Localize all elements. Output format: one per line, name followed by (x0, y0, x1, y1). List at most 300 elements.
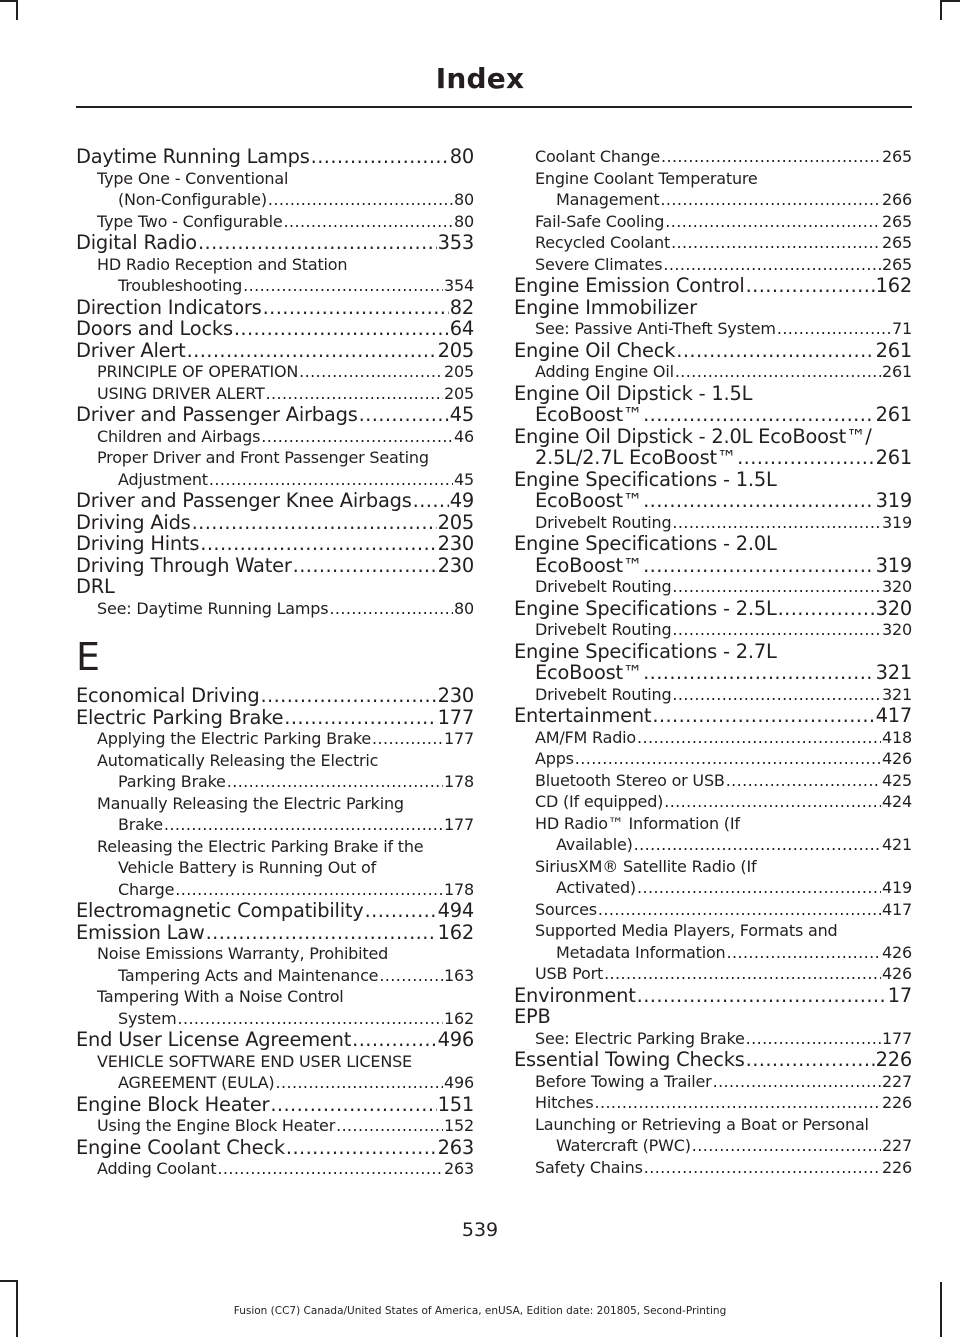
entry-page-number: 162 (444, 1008, 474, 1028)
entry-title: Driving Hints (76, 532, 200, 555)
entry-page-number: 265 (882, 147, 912, 166)
index-entry (514, 662, 912, 684)
entry-page-number: 205 (444, 362, 474, 381)
entry-title: Drivebelt Routing (535, 512, 672, 532)
dot-leader (652, 705, 874, 727)
dot-leader (200, 533, 436, 555)
index-entry (76, 340, 474, 362)
dot-leader (726, 942, 881, 964)
entry-title: VEHICLE SOFTWARE END USER LICENSE (97, 1051, 412, 1071)
index-subentry (97, 598, 474, 620)
index-entry (514, 469, 912, 491)
index-subentry (535, 727, 912, 749)
entry-title: Engine Block Heater (76, 1092, 270, 1116)
entry-title: Type Two - Configurable (97, 211, 283, 231)
entry-title: Manually Releasing the Electric Parking (97, 793, 404, 813)
entry-page-number: 177 (882, 1028, 912, 1048)
entry-page-number: 418 (882, 727, 912, 747)
dot-leader (643, 555, 874, 577)
index-entry (514, 340, 912, 362)
entry-title: PRINCIPLE OF OPERATION (97, 362, 299, 381)
index-entry (514, 383, 912, 405)
index-entry (76, 490, 474, 512)
entry-title: Engine Oil Dipstick - 2.0L EcoBoost™/ (514, 424, 872, 448)
entry-title: HD Radio™ Information (If (535, 813, 740, 833)
entry-page-number: 261 (875, 338, 912, 362)
entry-page-number: 177 (444, 815, 474, 834)
entry-title: Entertainment (514, 704, 652, 727)
entry-page-number: 426 (882, 749, 912, 768)
index-subentry (535, 684, 912, 706)
entry-page-number: 17 (887, 983, 912, 1007)
entry-page-number: 425 (882, 770, 912, 790)
dot-leader (746, 275, 875, 297)
entry-page-number: 419 (882, 878, 912, 897)
entry-page-number: 227 (882, 1136, 912, 1155)
index-entry (76, 707, 474, 729)
entry-title: Releasing the Electric Parking Brake if the (97, 836, 424, 856)
index-subentry (535, 963, 912, 985)
entry-title: SiriusXM® Satellite Radio (If (535, 856, 757, 876)
entry-page-number: 320 (875, 596, 912, 620)
dot-leader (413, 490, 449, 512)
index-entry (76, 685, 474, 707)
entry-page-number: 205 (444, 383, 474, 403)
dot-leader (260, 685, 436, 707)
index-subentry (97, 426, 474, 448)
entry-page-number: 261 (875, 446, 912, 469)
entry-title: Automatically Releasing the Electric (97, 750, 379, 770)
index-entry (76, 146, 474, 168)
index-subentry (97, 814, 474, 836)
dot-leader (660, 189, 881, 211)
entry-title: Vehicle Battery is Running Out of (118, 858, 377, 877)
dot-leader (177, 1008, 443, 1030)
index-entry (76, 533, 474, 555)
entry-title: Supported Media Players, Formats and (535, 921, 838, 940)
dot-leader (217, 1158, 443, 1180)
entry-page-number: 417 (875, 704, 912, 727)
entry-title: Applying the Electric Parking Brake (97, 729, 372, 748)
entry-page-number: 266 (882, 190, 912, 209)
index-subentry (535, 189, 912, 211)
dot-leader (266, 383, 443, 405)
entry-page-number: 319 (875, 489, 912, 512)
dot-leader (672, 619, 881, 641)
index-subentry (97, 211, 474, 233)
index-subentry (97, 1115, 474, 1137)
entry-title: Engine Coolant Check (76, 1135, 285, 1159)
index-entry (76, 1094, 474, 1116)
index-section-letter: E (76, 635, 101, 679)
entry-page-number: 205 (437, 510, 474, 534)
entry-page-number: 265 (882, 254, 912, 274)
entry-page-number: 496 (444, 1073, 474, 1092)
index-subentry (97, 728, 474, 750)
dot-leader (777, 318, 891, 340)
entry-title: USING DRIVER ALERT (97, 383, 265, 403)
entry-title: Bluetooth Stereo or USB (535, 770, 725, 790)
entry-title: Engine Specifications - 1.5L (514, 467, 777, 491)
index-subentry (97, 771, 474, 793)
entry-page-number: 226 (882, 1157, 912, 1177)
entry-page-number: 80 (454, 598, 474, 618)
dot-leader (575, 748, 881, 770)
dot-leader (206, 922, 437, 944)
entry-page-number: 319 (875, 553, 912, 577)
entry-title: Electric Parking Brake (76, 705, 284, 729)
dot-leader (604, 963, 881, 985)
entry-title: Hitches (535, 1093, 594, 1112)
index-subentry (535, 748, 912, 770)
entry-page-number: 320 (882, 577, 912, 596)
page-title: Index (435, 62, 525, 95)
index-entry (514, 404, 912, 426)
index-subentry (535, 899, 912, 921)
entry-title: Engine Immobilizer (514, 295, 697, 319)
entry-page-number: 426 (882, 942, 912, 962)
index-subentry (535, 791, 912, 813)
entry-title: Charge (118, 879, 175, 899)
entry-page-number: 321 (875, 661, 912, 684)
entry-page-number: 319 (882, 512, 912, 532)
entry-title: Sources (535, 899, 597, 919)
entry-title: Severe Climates (535, 254, 663, 274)
entry-title: Tampering Acts and Maintenance (118, 965, 379, 985)
index-subentry (535, 232, 912, 254)
entry-page-number: 230 (437, 553, 474, 577)
entry-title: Tampering With a Noise Control (97, 987, 344, 1006)
dot-leader (672, 576, 881, 598)
entry-title: Direction Indicators (76, 295, 262, 319)
entry-title: EcoBoost™ (535, 661, 643, 684)
entry-title: Electromagnetic Compatibility (76, 899, 364, 922)
index-subentry (97, 469, 474, 491)
index-column-left (76, 146, 474, 1180)
entry-title: (Non-Configurable) (118, 190, 267, 209)
index-entry (514, 533, 912, 555)
index-entry (514, 598, 912, 620)
entry-title: Driver and Passenger Knee Airbags (76, 489, 412, 512)
index-subentry (97, 1051, 474, 1073)
entry-page-number: 265 (882, 233, 912, 252)
index-subentry (535, 1092, 912, 1114)
entry-title: EcoBoost™ (535, 553, 643, 577)
index-entry (76, 318, 474, 340)
dot-leader (778, 598, 875, 620)
dot-leader (268, 189, 453, 211)
dot-leader (676, 340, 874, 362)
index-subentry (97, 986, 474, 1008)
entry-title: Proper Driver and Front Passenger Seating (97, 448, 429, 467)
entry-title: Adding Engine Oil (535, 362, 674, 381)
index-subentry (535, 254, 912, 276)
entry-title: Driver Alert (76, 338, 186, 362)
index-subentry (535, 318, 912, 340)
entry-title: Safety Chains (535, 1157, 643, 1177)
entry-title: Driving Aids (76, 510, 191, 534)
index-entry (514, 555, 912, 577)
dot-leader (270, 1094, 436, 1116)
index-subentry (535, 146, 912, 168)
crop-mark (16, 0, 18, 20)
dot-leader (284, 707, 436, 729)
entry-page-number: 162 (437, 920, 474, 944)
dot-leader (187, 340, 437, 362)
entry-title: Available) (556, 835, 633, 854)
dot-leader (661, 146, 881, 168)
index-entry (76, 900, 474, 922)
index-entry (76, 297, 474, 319)
dot-leader (275, 1072, 443, 1094)
dot-leader (175, 879, 443, 901)
index-subentry (535, 168, 912, 190)
entry-page-number: 49 (449, 489, 474, 512)
entry-title: See: Daytime Running Lamps (97, 598, 329, 618)
entry-page-number: 424 (882, 792, 912, 811)
index-subentry (97, 189, 474, 211)
index-entry (514, 297, 912, 319)
index-subentry (535, 1135, 912, 1157)
entry-page-number: 151 (437, 1092, 474, 1116)
dot-leader (352, 1029, 436, 1051)
entry-page-number: 261 (875, 403, 912, 426)
entry-page-number: 64 (449, 317, 474, 340)
index-subentry (97, 836, 474, 858)
index-subentry (535, 1028, 912, 1050)
entry-title: See: Passive Anti-Theft System (535, 319, 776, 338)
dot-leader (261, 426, 453, 448)
index-entry (514, 705, 912, 727)
dot-leader (634, 834, 881, 856)
index-subentry (97, 168, 474, 190)
entry-page-number: 178 (444, 772, 474, 791)
index-column-right (514, 146, 912, 1178)
entry-title: Essential Towing Checks (514, 1048, 745, 1071)
entry-title: Management (556, 190, 660, 209)
entry-title: EcoBoost™ (535, 489, 643, 512)
entry-page-number: 80 (449, 145, 474, 168)
entry-title: DRL (76, 575, 115, 598)
entry-title: Brake (118, 815, 163, 834)
entry-page-number: 177 (444, 729, 474, 748)
page-number: 539 (461, 1219, 499, 1241)
entry-title: Before Towing a Trailer (535, 1071, 712, 1091)
entry-title: Parking Brake (118, 772, 226, 791)
dot-leader (671, 232, 881, 254)
entry-title: Activated) (556, 878, 636, 897)
entry-page-number: 263 (437, 1135, 474, 1159)
dot-leader (664, 791, 881, 813)
dot-leader (598, 899, 881, 921)
entry-page-number: 152 (444, 1116, 474, 1135)
entry-page-number: 426 (882, 964, 912, 983)
entry-page-number: 354 (444, 276, 474, 295)
entry-page-number: 227 (882, 1071, 912, 1091)
entry-page-number: 226 (882, 1093, 912, 1112)
index-entry (514, 985, 912, 1007)
entry-page-number: 178 (444, 879, 474, 899)
dot-leader (643, 404, 874, 426)
entry-page-number: 71 (892, 319, 912, 338)
index-subentry (97, 879, 474, 901)
entry-title: Launching or Retrieving a Boat or Personal (535, 1114, 869, 1134)
dot-leader (379, 965, 443, 987)
dot-leader (336, 1115, 443, 1137)
dot-leader (329, 598, 453, 620)
dot-leader (637, 727, 881, 749)
index-subentry (97, 1008, 474, 1030)
dot-leader (164, 814, 443, 836)
dot-leader (737, 447, 874, 469)
index-subentry (535, 770, 912, 792)
entry-title: AM/FM Radio (535, 727, 636, 747)
entry-title: Drivebelt Routing (535, 620, 672, 639)
entry-title: Driving Through Water (76, 553, 292, 577)
dot-leader (299, 361, 443, 383)
entry-title: Engine Oil Check (514, 338, 676, 362)
entry-title: See: Electric Parking Brake (535, 1028, 745, 1048)
entry-title: AGREEMENT (EULA) (118, 1073, 275, 1092)
dot-leader (665, 211, 881, 233)
index-subentry (97, 793, 474, 815)
entry-title: HD Radio Reception and Station (97, 254, 348, 274)
entry-title: Environment (514, 983, 636, 1007)
entry-page-number: 46 (454, 426, 474, 446)
index-entry (76, 232, 474, 254)
index-subentry (97, 254, 474, 276)
entry-title: Drivebelt Routing (535, 684, 672, 704)
entry-page-number: 261 (882, 362, 912, 381)
entry-title: End User License Agreement (76, 1028, 352, 1051)
entry-title: Coolant Change (535, 147, 660, 166)
dot-leader (234, 318, 449, 340)
entry-title: Engine Specifications - 2.7L (514, 639, 777, 663)
entry-page-number: 82 (449, 295, 474, 319)
entry-title: Children and Airbags (97, 426, 261, 446)
entry-page-number: 163 (444, 965, 474, 985)
entry-page-number: 421 (882, 835, 912, 854)
entry-page-number: 417 (882, 899, 912, 919)
entry-title: CD (If equipped) (535, 792, 664, 811)
index-subentry (535, 512, 912, 534)
dot-leader (746, 1028, 881, 1050)
index-subentry (97, 447, 474, 469)
entry-title: System (118, 1008, 177, 1028)
dot-leader (311, 146, 449, 168)
entry-page-number: 320 (882, 620, 912, 639)
entry-page-number: 80 (454, 211, 474, 231)
entry-page-number: 230 (437, 684, 474, 707)
index-entry (76, 922, 474, 944)
index-entry (76, 404, 474, 426)
index-subentry (535, 877, 912, 899)
entry-page-number: 226 (875, 1048, 912, 1071)
entry-title: Recycled Coolant (535, 233, 671, 252)
index-entry (76, 1029, 474, 1051)
entry-title: Drivebelt Routing (535, 577, 672, 596)
index-subentry (97, 943, 474, 965)
entry-title: Engine Coolant Temperature (535, 168, 758, 188)
index-entry (514, 1006, 912, 1028)
dot-leader (637, 877, 881, 899)
dot-leader (746, 1049, 875, 1071)
index-subentry (97, 750, 474, 772)
dot-leader (359, 404, 449, 426)
dot-leader (643, 662, 874, 684)
index-subentry (535, 920, 912, 942)
index-subentry (97, 361, 474, 383)
dot-leader (692, 1135, 881, 1157)
entry-title: Apps (535, 749, 574, 768)
index-subentry (97, 275, 474, 297)
entry-title: Engine Specifications - 2.5L (514, 596, 777, 620)
entry-page-number: 162 (875, 274, 912, 297)
index-entry (76, 512, 474, 534)
dot-leader (713, 1071, 881, 1093)
index-entry (514, 275, 912, 297)
entry-title: Engine Emission Control (514, 274, 745, 297)
entry-title: Engine Oil Dipstick - 1.5L (514, 381, 753, 405)
dot-leader (672, 684, 881, 706)
dot-leader (663, 254, 881, 276)
entry-page-number: 494 (437, 899, 474, 922)
index-subentry (535, 942, 912, 964)
footer-edition-info: Fusion (CC7) Canada/United States of America, enUSA, Edition date: 201805, Second-Printing (233, 1305, 727, 1317)
crop-mark (940, 0, 942, 20)
entry-page-number: 45 (449, 403, 474, 426)
entry-title: EPB (514, 1005, 551, 1028)
index-subentry (535, 856, 912, 878)
dot-leader (365, 900, 437, 922)
entry-title: Adjustment (118, 469, 208, 489)
index-subentry (535, 361, 912, 383)
dot-leader (263, 297, 449, 319)
entry-page-number: 353 (437, 231, 474, 254)
header-divider (76, 106, 912, 108)
index-subentry (535, 619, 912, 641)
dot-leader (192, 512, 437, 534)
index-subentry (97, 383, 474, 405)
entry-page-number: 45 (454, 469, 474, 489)
dot-leader (209, 469, 453, 491)
index-subentry (97, 857, 474, 879)
index-subentry (97, 965, 474, 987)
dot-leader (643, 490, 874, 512)
index-entry (514, 447, 912, 469)
dot-leader (637, 985, 887, 1007)
entry-page-number: 80 (454, 190, 474, 209)
index-entry (76, 1137, 474, 1159)
entry-title: Engine Specifications - 2.0L (514, 532, 777, 555)
dot-leader (672, 512, 881, 534)
index-subentry (97, 1072, 474, 1094)
index-subentry (535, 211, 912, 233)
index-subentry (535, 576, 912, 598)
entry-page-number: 265 (882, 211, 912, 231)
index-entry (76, 576, 474, 598)
entry-title: Daytime Running Lamps (76, 145, 310, 168)
entry-title: USB Port (535, 964, 604, 983)
entry-page-number: 205 (437, 338, 474, 362)
dot-leader (293, 555, 437, 577)
index-entry (514, 641, 912, 663)
entry-title: Watercraft (PWC) (556, 1136, 691, 1155)
index-subentry (535, 834, 912, 856)
dot-leader (726, 770, 881, 792)
dot-leader (227, 771, 443, 793)
index-entry (514, 490, 912, 512)
